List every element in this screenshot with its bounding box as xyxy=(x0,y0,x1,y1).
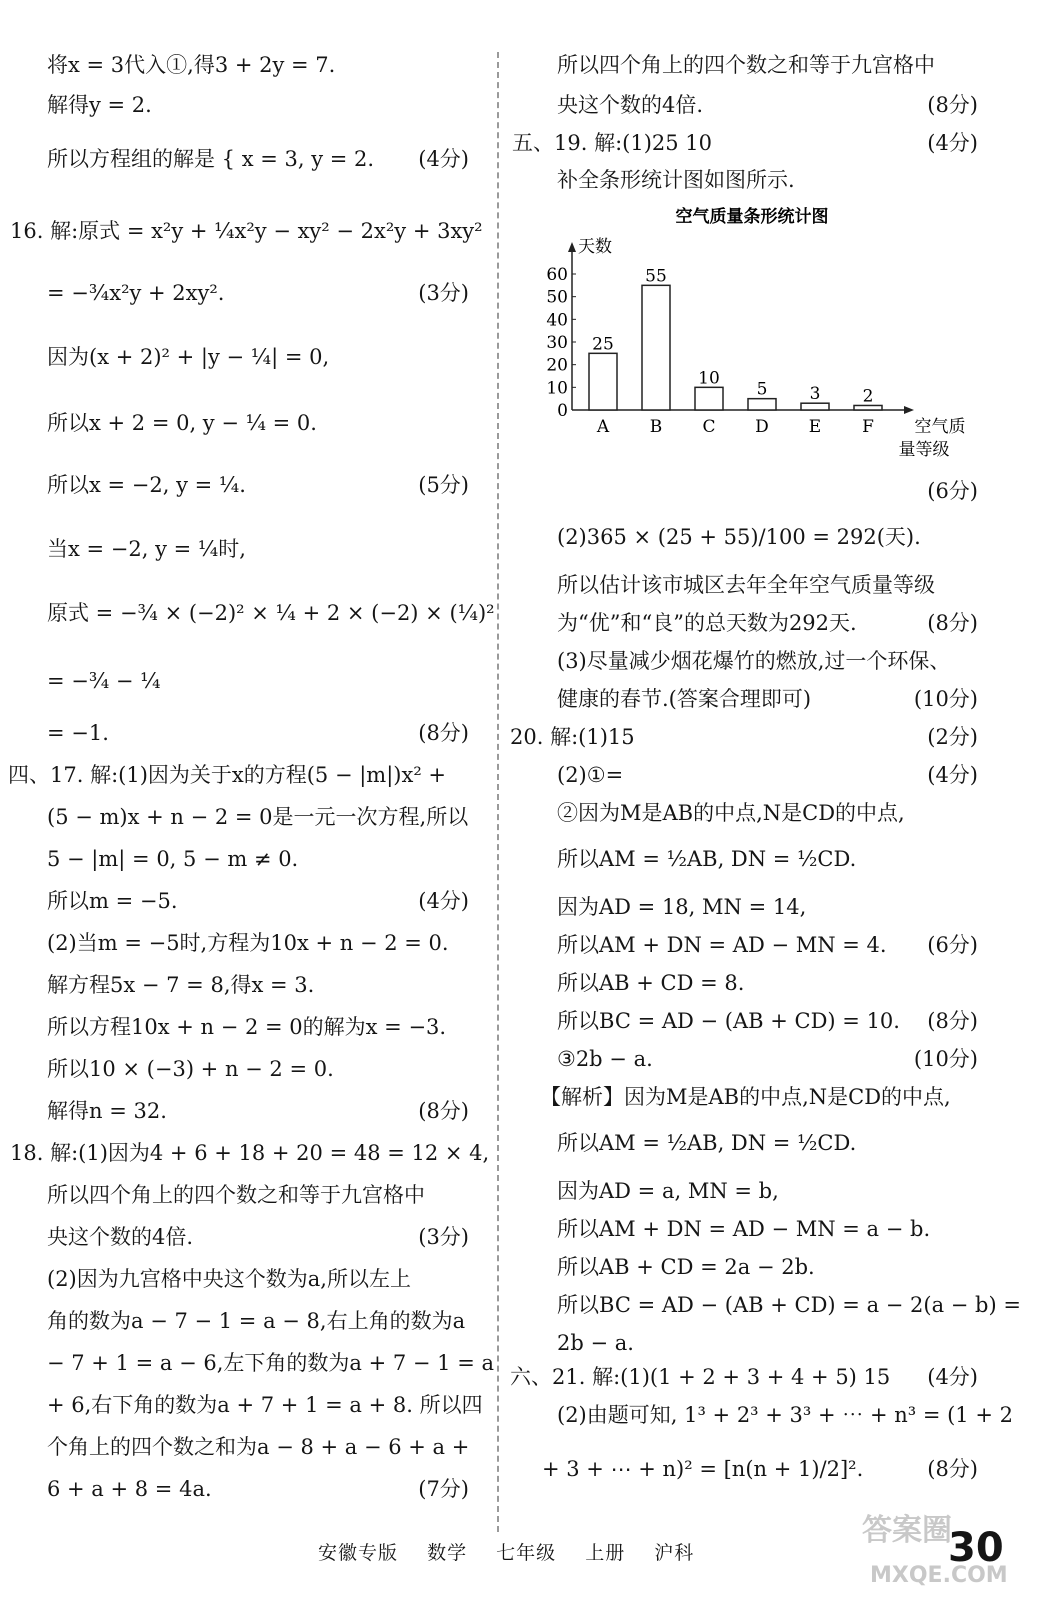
score-label: (8分) xyxy=(927,93,978,117)
bar-value-label: 3 xyxy=(809,384,821,405)
y-tick-label: 20 xyxy=(546,355,568,376)
text-line: 所以BC = AD − (AB + CD) = 10. xyxy=(557,1009,900,1033)
score-label: (8分) xyxy=(418,721,469,745)
bar-value-label: 2 xyxy=(862,386,874,407)
score-label: (4分) xyxy=(418,889,469,913)
text-line: 所以方程10x + n − 2 = 0的解为x = −3. xyxy=(47,1015,447,1039)
text-line: 个角上的四个数之和为a − 8 + a − 6 + a + xyxy=(47,1435,470,1459)
text-line: 健康的春节.(答案合理即可) xyxy=(557,687,812,711)
bar-value-label: 5 xyxy=(756,379,768,400)
x-tick-label: E xyxy=(808,417,822,437)
text-line: 所以AB + CD = 2a − 2b. xyxy=(557,1255,815,1279)
text-line: 所以AM + DN = AD − MN = a − b. xyxy=(557,1217,931,1241)
x-axis-label: 空气质 xyxy=(914,417,966,437)
text-line: 所以AB + CD = 8. xyxy=(557,971,745,995)
footer-subject: 数学 xyxy=(427,1542,468,1564)
bar-C xyxy=(695,387,723,410)
text-line: 5 − |m| = 0, 5 − m ≠ 0. xyxy=(47,847,299,871)
y-tick-label: 60 xyxy=(546,265,568,285)
score-label: (6分) xyxy=(927,479,978,503)
footer-volume: 上册 xyxy=(585,1542,626,1564)
page-number: 30 xyxy=(948,1525,1004,1571)
y-tick-label: 30 xyxy=(546,333,568,353)
text-line: 所以四个角上的四个数之和等于九宫格中 xyxy=(47,1183,425,1207)
x-axis-label: 量等级 xyxy=(898,440,950,460)
x-axis-arrow xyxy=(904,406,914,414)
score-label: (8分) xyxy=(927,1009,978,1033)
text-line: − 7 + 1 = a − 6,左下角的数为a + 7 − 1 = a xyxy=(47,1351,494,1375)
y-tick-label: 10 xyxy=(546,378,568,399)
text-line: 因为(x + 2)² + |y − ¼| = 0, xyxy=(47,345,330,369)
score-label: (8分) xyxy=(927,1457,978,1481)
x-tick-label: F xyxy=(862,417,874,437)
text-line: 央这个数的4倍. xyxy=(557,93,704,117)
score-label: (8分) xyxy=(418,1099,469,1123)
score-label: (10分) xyxy=(913,1047,978,1071)
y-axis-label: 天数 xyxy=(578,237,612,257)
score-label: (10分) xyxy=(913,687,978,711)
bar-value-label: 25 xyxy=(592,334,614,355)
bar-value-label: 55 xyxy=(645,266,667,287)
text-line: 解方程5x − 7 = 8,得x = 3. xyxy=(47,973,315,997)
x-tick-label: D xyxy=(755,417,769,437)
text-line: 【解析】因为M是AB的中点,N是CD的中点, xyxy=(540,1085,951,1109)
text-line: 所以x + 2 = 0, y − ¼ = 0. xyxy=(47,411,317,435)
text-line: 所以AM + DN = AD − MN = 4. xyxy=(557,933,887,957)
footer-grade: 七年级 xyxy=(496,1542,557,1564)
text-line: 四、17. 解:(1)因为关于x的方程(5 − |m|)x² + xyxy=(8,763,447,787)
text-line: 补全条形统计图如图所示. xyxy=(557,168,795,192)
bar-B xyxy=(642,285,670,410)
text-line: = −¾x²y + 2xy². xyxy=(47,281,225,305)
text-line: (3)尽量减少烟花爆竹的燃放,过一个环保、 xyxy=(557,649,951,673)
watermark-logo: 答案圈 xyxy=(862,1513,952,1548)
text-line: 所以BC = AD − (AB + CD) = a − 2(a − b) = xyxy=(557,1293,1021,1317)
text-line: 解得n = 32. xyxy=(47,1099,167,1123)
y-axis-arrow xyxy=(568,242,576,252)
x-tick-label: B xyxy=(649,417,663,437)
text-line: + 3 + ⋯ + n)² = [n(n + 1)/2]². xyxy=(542,1457,864,1481)
text-line: 所以10 × (−3) + n − 2 = 0. xyxy=(47,1057,334,1081)
x-tick-label: C xyxy=(702,417,716,437)
y-tick-label: 40 xyxy=(546,310,568,331)
bar-E xyxy=(801,403,829,410)
text-line: = −1. xyxy=(47,721,109,745)
score-label: (4分) xyxy=(927,131,978,155)
text-line: 6 + a + 8 = 4a. xyxy=(47,1477,212,1501)
text-line: 2b − a. xyxy=(557,1331,634,1355)
text-line: (2)因为九宫格中央这个数为a,所以左上 xyxy=(47,1267,411,1291)
text-line: 原式 = −¾ × (−2)² × ¼ + 2 × (−2) × (¼)² xyxy=(47,601,495,625)
bar-value-label: 10 xyxy=(698,368,720,389)
score-label: (3分) xyxy=(418,281,469,305)
x-tick-label: A xyxy=(596,417,610,437)
chart-title: 空气质量条形统计图 xyxy=(675,207,829,227)
column-divider xyxy=(497,52,499,1532)
text-line: 六、21. 解:(1)(1 + 2 + 3 + 4 + 5) 15 xyxy=(510,1365,891,1389)
text-line: 所以AM = ½AB, DN = ½CD. xyxy=(557,1131,857,1155)
text-line: (2)①= xyxy=(557,763,624,787)
footer-publisher: 沪科 xyxy=(654,1542,695,1564)
score-label: (2分) xyxy=(927,725,978,749)
watermark-url: MXQE.COM xyxy=(870,1563,1008,1588)
text-line: = −¾ − ¼ xyxy=(47,669,161,693)
score-label: (6分) xyxy=(927,933,978,957)
text-line: ②因为M是AB的中点,N是CD的中点, xyxy=(557,801,905,825)
text-line: 20. 解:(1)15 xyxy=(510,725,635,749)
text-line: 为“优”和“良”的总天数为292天. xyxy=(557,611,857,635)
bar-A xyxy=(589,353,617,410)
score-label: (7分) xyxy=(418,1477,469,1501)
y-tick-label: 50 xyxy=(546,287,568,308)
text-line: 所以m = −5. xyxy=(47,889,178,913)
text-line: 将x = 3代入①,得3 + 2y = 7. xyxy=(47,53,336,77)
text-line: 因为AD = 18, MN = 14, xyxy=(557,895,807,919)
text-line: 所以估计该市城区去年全年空气质量等级 xyxy=(557,573,935,597)
page-footer xyxy=(318,1538,716,1565)
text-line: 所以x = −2, y = ¼. xyxy=(47,473,246,497)
bar-D xyxy=(748,399,776,410)
text-line: 16. 解:原式 = x²y + ¼x²y − xy² − 2x²y + 3xy² xyxy=(10,219,483,243)
text-line: 当x = −2, y = ¼时, xyxy=(47,537,246,561)
text-line: 18. 解:(1)因为4 + 6 + 18 + 20 = 48 = 12 × 4, xyxy=(10,1141,490,1165)
text-line: 央这个数的4倍. xyxy=(47,1225,194,1249)
score-label: (4分) xyxy=(927,763,978,787)
y-tick-label: 0 xyxy=(557,401,568,421)
text-line: ③2b − a. xyxy=(557,1047,653,1071)
air-quality-bar-chart xyxy=(546,200,982,470)
text-line: + 6,右下角的数为a + 7 + 1 = a + 8. 所以四 xyxy=(47,1393,483,1417)
text-line: (2)365 × (25 + 55)/100 = 292(天). xyxy=(557,525,921,549)
text-line: 所以方程组的解是 { x = 3, y = 2. xyxy=(47,147,375,171)
text-line: (5 − m)x + n − 2 = 0是一元一次方程,所以 xyxy=(47,805,469,829)
text-line: (2)由题可知, 1³ + 2³ + 3³ + ⋯ + n³ = (1 + 2 xyxy=(557,1403,1013,1427)
text-line: 因为AD = a, MN = b, xyxy=(557,1179,779,1203)
text-line: 五、19. 解:(1)25 10 xyxy=(512,131,713,155)
footer-edition: 安徽专版 xyxy=(318,1542,399,1564)
text-line: 角的数为a − 7 − 1 = a − 8,右上角的数为a xyxy=(47,1309,466,1333)
score-label: (8分) xyxy=(927,611,978,635)
text-line: 解得y = 2. xyxy=(47,93,152,117)
score-label: (4分) xyxy=(418,147,469,171)
text-line: 所以四个角上的四个数之和等于九宫格中 xyxy=(557,53,935,77)
score-label: (5分) xyxy=(418,473,469,497)
score-label: (4分) xyxy=(927,1365,978,1389)
text-line: (2)当m = −5时,方程为10x + n − 2 = 0. xyxy=(47,931,449,955)
score-label: (3分) xyxy=(418,1225,469,1249)
text-line: 所以AM = ½AB, DN = ½CD. xyxy=(557,847,857,871)
